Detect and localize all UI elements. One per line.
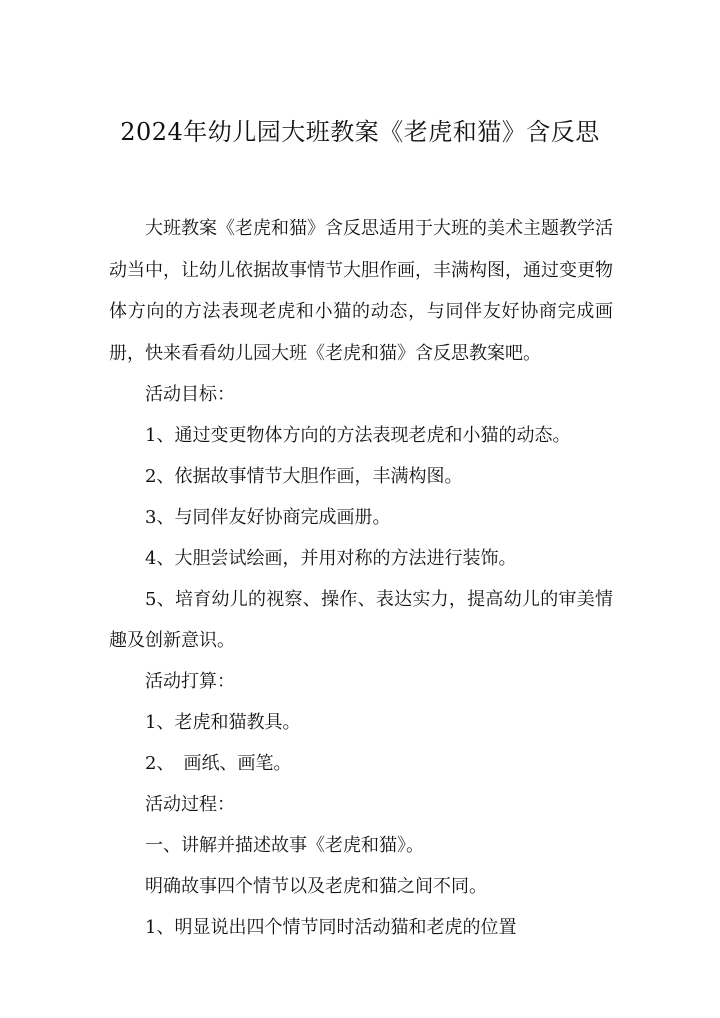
objective-item: 3、与同伴友好协商完成画册。	[145, 507, 391, 528]
section-heading-preparation: 活动打算：	[145, 671, 235, 692]
preparation-item: 1、老虎和猫教具。	[145, 712, 301, 733]
document-body	[109, 208, 613, 948]
process-step: 一、讲解并描述故事《老虎和猫》。	[145, 835, 424, 856]
objective-item: 2、依据故事情节大胆作画，丰满构图。	[145, 466, 463, 487]
intro-paragraph: 大班教案《老虎和猫》含反思适用于大班的美术主题教学活动当中，让幼儿依据故事情节大胆作画，丰满构图，通过变更物体方向的方法表现老虎和小猫的动态，与同伴友好协商完成画册，快来看看幼儿园大班《老虎和猫》含反思教案吧。	[109, 218, 613, 364]
document-title: 2024年幼儿园大班教案《老虎和猫》含反思	[120, 118, 600, 146]
objective-item: 1、通过变更物体方向的方法表现老虎和小猫的动态。	[145, 425, 571, 446]
process-text: 1、明显说出四个情节同时活动猫和老虎的位置	[145, 917, 517, 938]
objective-item: 5、培育幼儿的视察、操作、表达实力，提高幼儿的审美情趣及创新意识。	[109, 589, 613, 651]
section-heading-process: 活动过程：	[145, 794, 235, 815]
process-text: 明确故事四个情节以及老虎和猫之间不同。	[145, 876, 487, 897]
section-heading-objectives: 活动目标：	[145, 384, 235, 405]
objective-item: 4、大胆尝试绘画，并用对称的方法进行装饰。	[145, 548, 517, 569]
preparation-item: 2、 画纸、画笔。	[145, 753, 292, 774]
